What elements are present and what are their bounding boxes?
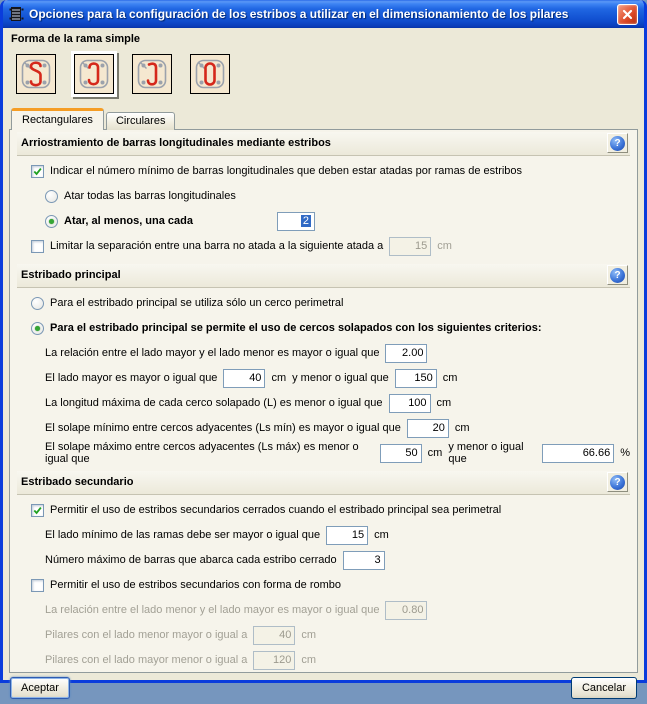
section-header-secundario: [17, 471, 630, 495]
radio-atar-todas-label: Atar todas las barras longitudinales: [64, 190, 236, 202]
help-button-arriostramiento[interactable]: [607, 133, 628, 153]
lado-mayor-unit1: cm: [271, 372, 287, 384]
radio-cerco-perimetral[interactable]: [31, 297, 44, 310]
rombo-mayor-input[interactable]: [253, 651, 295, 670]
c-hook-stirrup-icon: [132, 54, 172, 94]
row-rombo: [31, 575, 630, 595]
section-title: Estribado principal: [21, 269, 121, 281]
radio-perimetral-label: Para el estribado principal se utiliza sólo un cerco perimetral: [50, 297, 344, 309]
row-rombo-relacion: [45, 600, 630, 620]
dialog-body: [3, 28, 644, 704]
help-icon: ?: [610, 475, 625, 490]
rombo-menor-label: Pilares con el lado menor mayor o igual a: [45, 629, 248, 641]
check-icon: [32, 166, 43, 177]
atar-menos-value: 2: [302, 215, 309, 227]
rombo-menor-unit: cm: [301, 629, 317, 641]
rombo-relacion-label: La relación entre el lado menor y el lado mayor es mayor o igual que: [45, 604, 380, 616]
check-icon: [32, 505, 43, 516]
checkbox-indicar-minimo[interactable]: [31, 165, 44, 178]
solape-max-unit1: cm: [427, 447, 443, 459]
section-header-arriostramiento: [17, 132, 630, 156]
checkbox-forma-rombo[interactable]: [31, 579, 44, 592]
closed-loop-stirrup-icon: [190, 54, 230, 94]
checkbox-rombo-label: Permitir el uso de estribos secundarios con forma de rombo: [50, 579, 342, 591]
j-hook-stirrup-icon: [74, 54, 114, 94]
checkbox-secundarios-cerrados[interactable]: [31, 504, 44, 517]
solape-min-unit: cm: [454, 422, 470, 434]
close-icon: [622, 9, 633, 20]
num-barras-label: Número máximo de barras que abarca cada estribo cerrado: [45, 554, 337, 566]
stirrup-shape-c-button[interactable]: [129, 51, 175, 97]
atar-menos-input[interactable]: [277, 212, 315, 231]
row-solape-minimo: [45, 418, 630, 438]
shape-group-label: Forma de la rama simple: [11, 33, 140, 45]
solape-min-input[interactable]: [407, 419, 449, 438]
solape-max-mid-label: y menor o igual que: [448, 441, 524, 465]
solape-max-input[interactable]: [380, 444, 422, 463]
stirrup-shape-j-button[interactable]: [71, 51, 117, 97]
row-lado-minimo-ramas: [45, 525, 630, 545]
lado-mayor-min-input[interactable]: [223, 369, 265, 388]
radio-solapados-label: Para el estribado principal se permite el uso de cercos solapados con los siguientes criterios:: [50, 322, 542, 334]
rombo-mayor-label: Pilares con el lado mayor menor o igual a: [45, 654, 248, 666]
stirrup-shape-s-button[interactable]: [13, 51, 59, 97]
row-indicar: [31, 161, 630, 181]
num-barras-input[interactable]: [343, 551, 385, 570]
tab-strip: [11, 107, 638, 129]
row-num-barras: [45, 550, 630, 570]
radio-atar-menos-label: Atar, al menos, una cada: [64, 215, 193, 227]
row-perimetral: [31, 293, 630, 313]
rombo-menor-input[interactable]: [253, 626, 295, 645]
row-atar-menos: [45, 211, 630, 231]
longitud-label: La longitud máxima de cada cerco solapado (L) es menor o igual que: [45, 397, 383, 409]
row-atar-todas: [45, 186, 630, 206]
checkbox-limitar-label: Limitar la separación entre una barra no atada a la siguiente atada a: [50, 240, 384, 252]
tab-rectangulares[interactable]: Rectangulares: [11, 108, 104, 130]
aceptar-button[interactable]: Aceptar: [10, 677, 70, 699]
relacion-input[interactable]: [385, 344, 427, 363]
longitud-input[interactable]: [389, 394, 431, 413]
lado-mayor-mid-label: y menor o igual que: [292, 372, 389, 384]
solape-max-unit2: %: [620, 447, 630, 459]
section-title: Arriostramiento de barras longitudinales mediante estribos: [21, 137, 331, 149]
lado-mayor-unit2: cm: [442, 372, 458, 384]
tab-page-rectangulares: [9, 129, 638, 673]
help-icon: ?: [610, 136, 625, 151]
limitar-input[interactable]: [389, 237, 431, 256]
rombo-mayor-unit: cm: [301, 654, 317, 666]
lado-mayor-max-input[interactable]: [395, 369, 437, 388]
row-rombo-lado-menor: [45, 625, 630, 645]
radio-atar-todas[interactable]: [45, 190, 58, 203]
footer-bar: [9, 673, 638, 704]
help-button-principal[interactable]: [607, 265, 628, 285]
s-hook-stirrup-icon: [16, 54, 56, 94]
checkbox-limitar-separacion[interactable]: [31, 240, 44, 253]
row-rombo-lado-mayor: [45, 650, 630, 670]
section-title: Estribado secundario: [21, 476, 134, 488]
row-limitar: [31, 236, 630, 256]
rebar-table-icon: [9, 6, 24, 22]
stirrup-shape-loop-button[interactable]: [187, 51, 233, 97]
checkbox-cerrados-label: Permitir el uso de estribos secundarios cerrados cuando el estribado principal sea perimetral: [50, 504, 502, 516]
row-longitud-maxima: [45, 393, 630, 413]
solape-max-label: El solape máximo entre cercos adyacentes (Ls máx) es menor o igual que: [45, 441, 359, 465]
checkbox-indicar-label: Indicar el número mínimo de barras longitudinales que deben estar atadas por ramas de estribos: [50, 165, 523, 177]
row-solape-maximo: [45, 443, 630, 463]
radio-atar-menos[interactable]: [45, 215, 58, 228]
radio-cercos-solapados[interactable]: [31, 322, 44, 335]
rombo-relacion-input[interactable]: [385, 601, 427, 620]
limitar-unit: cm: [437, 240, 452, 252]
row-lado-mayor: [45, 368, 630, 388]
row-cerrados: [31, 500, 630, 520]
cancelar-button[interactable]: Cancelar: [571, 677, 637, 699]
help-button-secundario[interactable]: [607, 472, 628, 492]
row-solapados: [31, 318, 630, 338]
lado-min-input[interactable]: [326, 526, 368, 545]
lado-min-label: El lado mínimo de las ramas debe ser mayor o igual que: [45, 529, 321, 541]
relacion-label: La relación entre el lado mayor y el lado menor es mayor o igual que: [45, 347, 380, 359]
close-button[interactable]: [617, 4, 638, 25]
lado-mayor-label: El lado mayor es mayor o igual que: [45, 372, 218, 384]
solape-max-pct-input[interactable]: [542, 444, 614, 463]
tab-circulares[interactable]: Circulares: [106, 112, 176, 130]
shape-button-row: [13, 51, 638, 97]
section-header-principal: [17, 264, 630, 288]
help-icon: ?: [610, 268, 625, 283]
window-title: Opciones para la configuración de los estribos a utilizar en el dimensionamiento de los pilares: [29, 7, 569, 21]
titlebar: [3, 0, 644, 28]
solape-min-label: El solape mínimo entre cercos adyacentes (Ls mín) es mayor o igual que: [45, 422, 401, 434]
lado-min-unit: cm: [374, 529, 389, 541]
row-relacion-mayor-menor: [45, 343, 630, 363]
longitud-unit: cm: [436, 397, 452, 409]
